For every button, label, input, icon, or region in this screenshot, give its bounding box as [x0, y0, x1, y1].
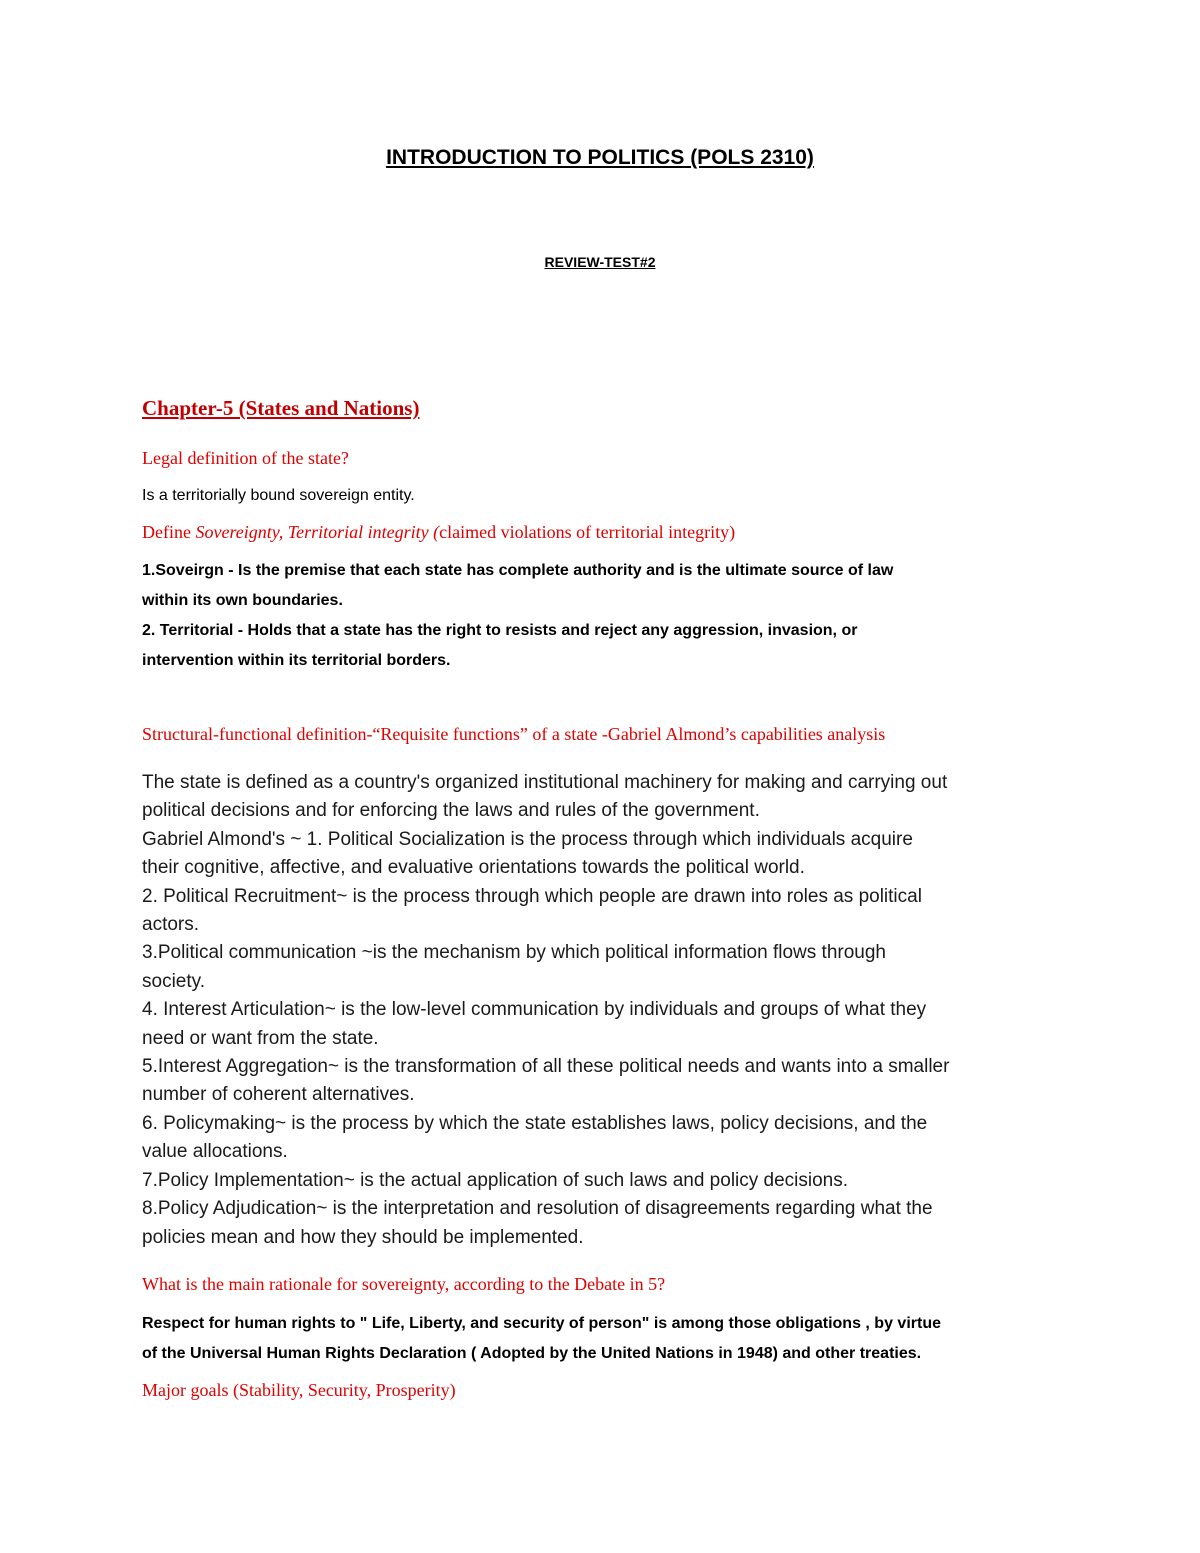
question-legal-definition: Legal definition of the state? — [142, 448, 349, 468]
answer-line: of the Universal Human Rights Declaration ( Adopted by the United Nations in 1948) and other treaties. — [142, 1345, 922, 1362]
answer-structural-functional — [142, 769, 1062, 1252]
document-subtitle: REVIEW-TEST#2 — [544, 254, 656, 270]
answer-line: policies mean and how they should be implemented. — [142, 1226, 584, 1248]
answer-line: their cognitive, affective, and evaluative orientations towards the political world. — [142, 857, 805, 879]
answer-legal-definition: Is a territorially bound sovereign entity. — [142, 487, 415, 504]
answer-line: 2. Territorial - Holds that a state has the right to resists and reject any aggression, invasion, or — [142, 622, 858, 639]
document-title: INTRODUCTION TO POLITICS (POLS 2310) — [386, 146, 814, 169]
question-rationale-sovereignty: What is the main rationale for sovereignty, according to the Debate in 5? — [142, 1274, 666, 1294]
answer-line: intervention within its territorial borders. — [142, 652, 451, 669]
chapter-heading: Chapter-5 (States and Nations) — [142, 396, 420, 420]
answer-line: value allocations. — [142, 1141, 288, 1163]
answer-line: 6. Policymaking~ is the process by which the state establishes laws, policy decisions, and the — [142, 1112, 928, 1134]
answer-line: need or want from the state. — [142, 1027, 379, 1049]
question-suffix: claimed violations of territorial integrity) — [439, 522, 736, 542]
answer-line: political decisions and for enforcing the laws and rules of the government. — [142, 800, 760, 822]
answer-line: Respect for human rights to " Life, Liberty, and security of person" is among those obligations , by virtue — [142, 1315, 941, 1332]
question-prefix: Define — [142, 522, 196, 542]
answer-line: actors. — [142, 914, 200, 936]
answer-line: 5.Interest Aggregation~ is the transformation of all these political needs and wants into a smaller — [142, 1056, 950, 1078]
question-define-sovereignty — [142, 522, 735, 543]
answer-line: 7.Policy Implementation~ is the actual application of such laws and policy decisions. — [142, 1169, 849, 1191]
question-major-goals: Major goals (Stability, Security, Prosperity) — [142, 1380, 456, 1400]
answer-line: 1.Soveirgn - Is the premise that each state has complete authority and is the ultimate source of law — [142, 562, 894, 579]
answer-line: Gabriel Almond's ~ 1. Political Socialization is the process through which individuals acquire — [142, 828, 913, 850]
term-sovereignty: Sovereignty, — [195, 522, 288, 542]
question-structural-functional: Structural-functional definition-“Requisite functions” of a state -Gabriel Almond’s capabilities analysis — [142, 724, 886, 744]
answer-line: 2. Political Recruitment~ is the process through which people are drawn into roles as political — [142, 885, 922, 907]
term-territorial-integrity: Territorial integrity ( — [287, 522, 440, 542]
answer-line: The state is defined as a country's organized institutional machinery for making and carrying out — [142, 772, 948, 793]
answer-line: within its own boundaries. — [142, 592, 343, 609]
answer-line: 8.Policy Adjudication~ is the interpretation and resolution of disagreements regarding what the — [142, 1198, 933, 1220]
answer-line: 4. Interest Articulation~ is the low-level communication by individuals and groups of what they — [142, 999, 927, 1021]
answer-sovereignty — [142, 556, 1042, 676]
answer-line: society. — [142, 970, 206, 992]
answer-line: 3.Political communication ~is the mechanism by which political information flows through — [142, 942, 886, 964]
answer-rationale-sovereignty — [142, 1309, 1042, 1369]
answer-line: number of coherent alternatives. — [142, 1084, 415, 1106]
